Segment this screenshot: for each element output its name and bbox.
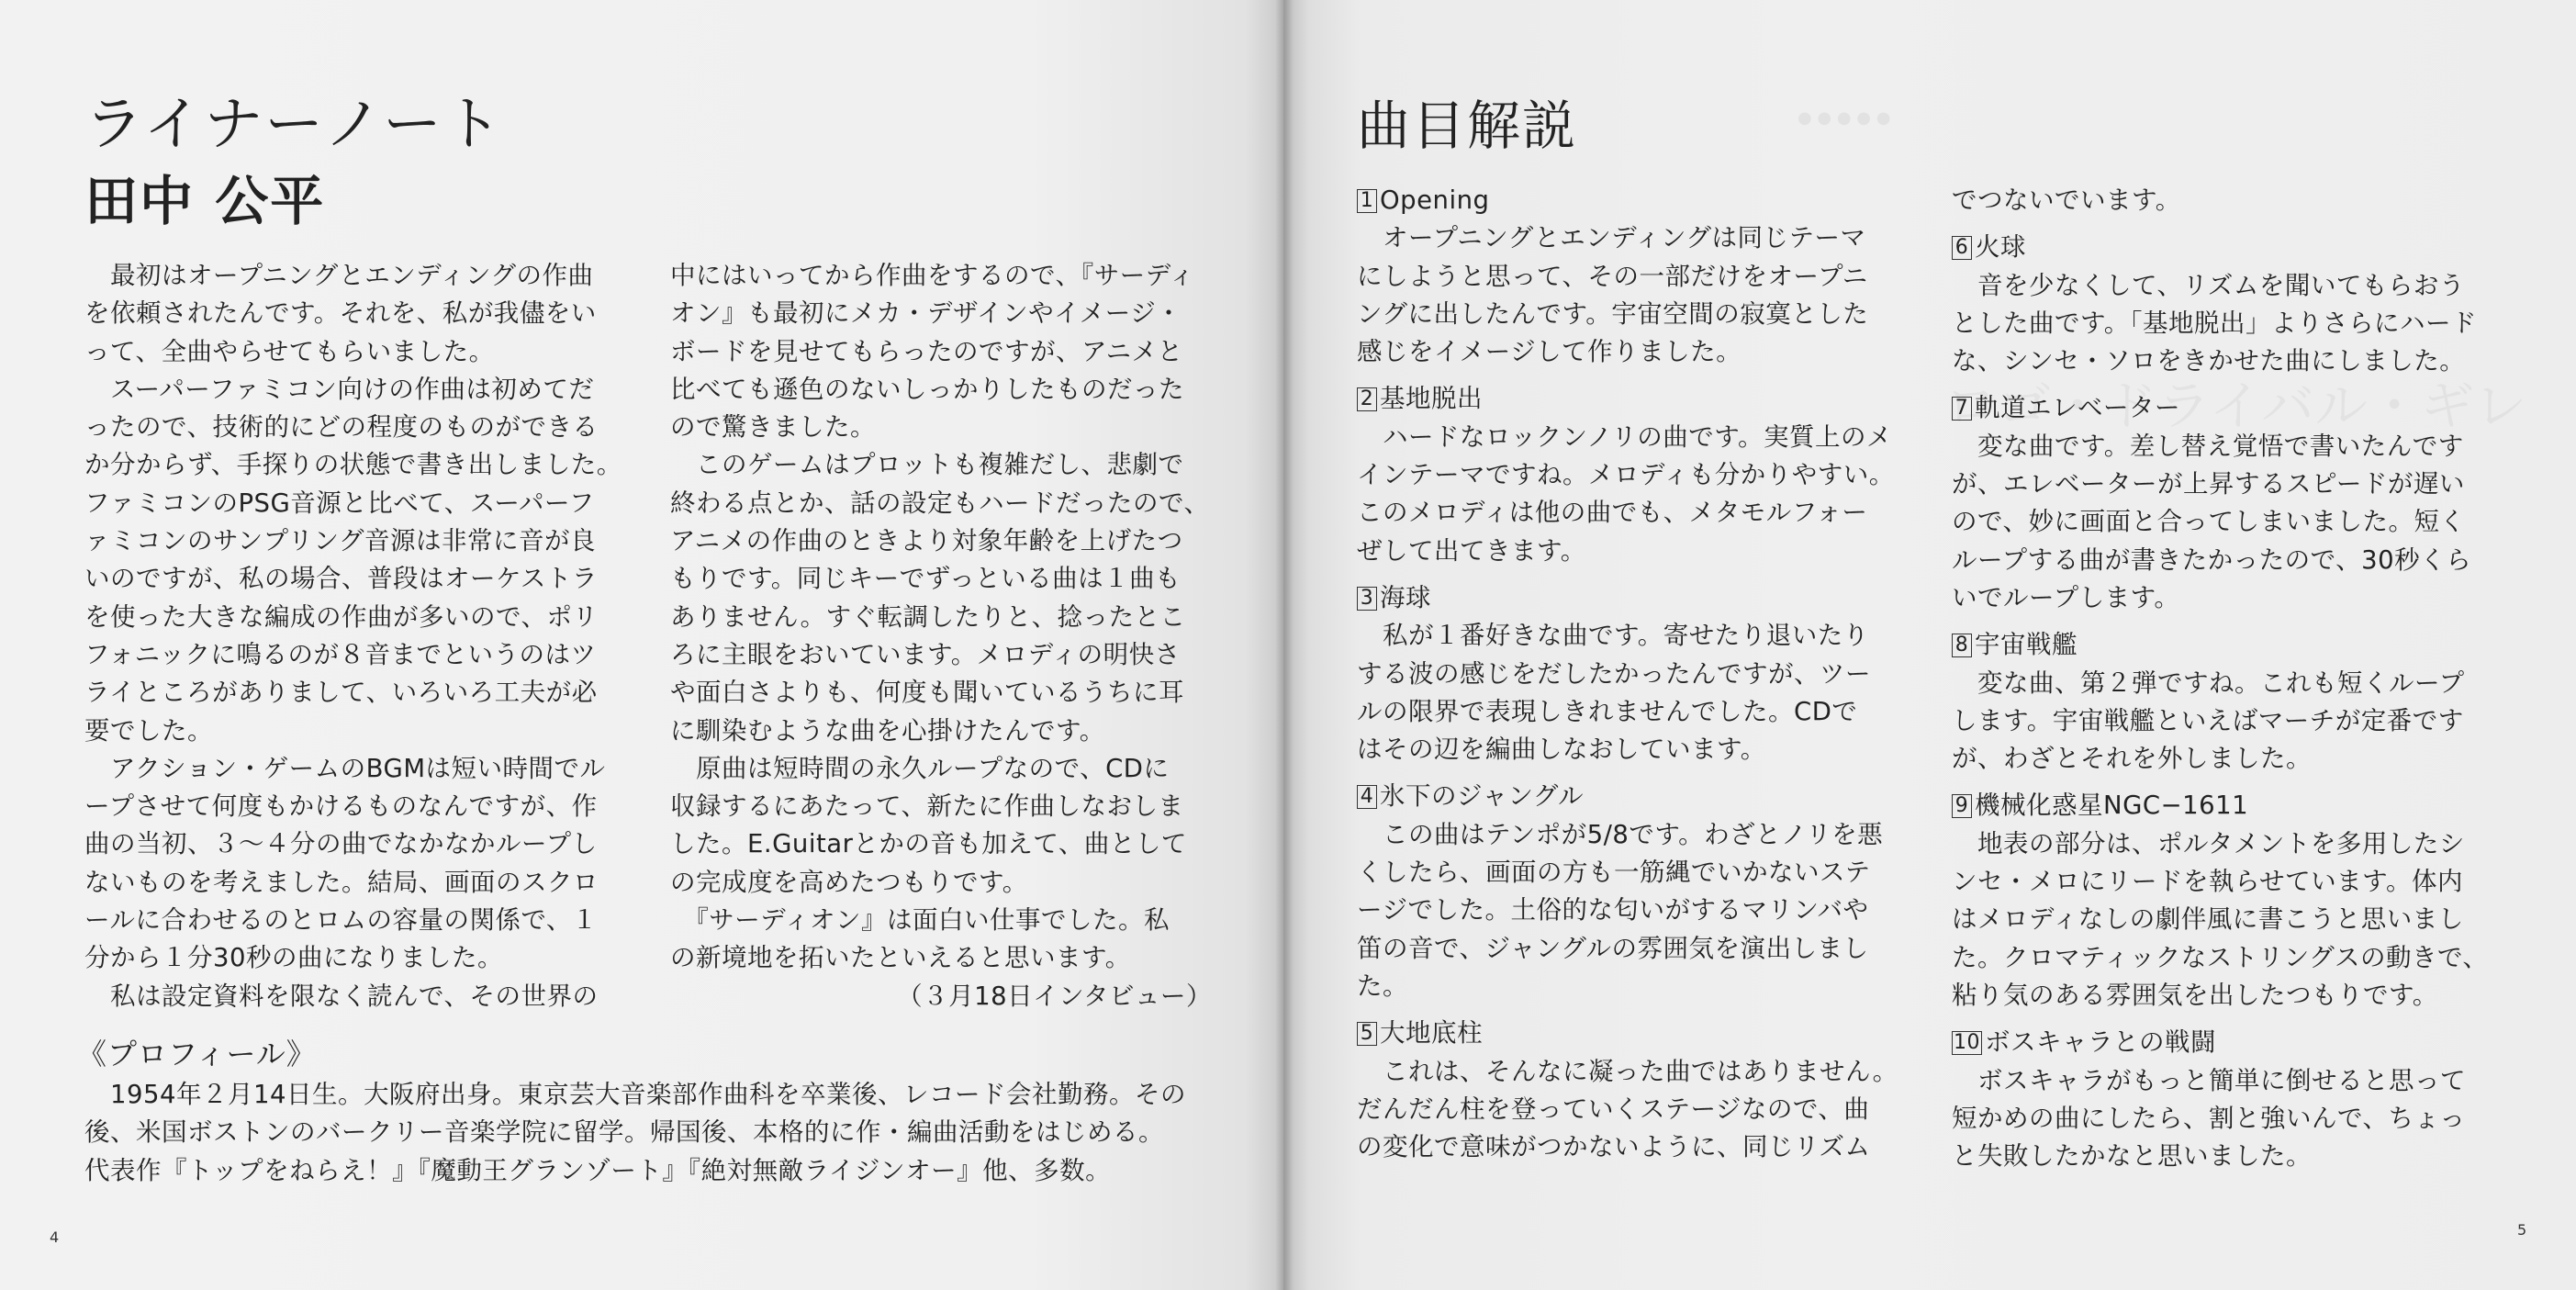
- track-description-line: と失敗したかなと思いました。: [1952, 1141, 2312, 1172]
- track-number: 1: [1357, 189, 1377, 213]
- text-line: ライところがありまして、いろいろ工夫が必: [84, 678, 598, 708]
- track-description-line: この曲はテンポが5/8です。わざとノリを悪: [1357, 819, 1884, 849]
- track-name: Opening: [1380, 185, 1490, 215]
- liner-notes-column-1: [84, 257, 635, 1015]
- track-entry: [1952, 1024, 2512, 1175]
- track-number: 4: [1357, 785, 1377, 809]
- track-number: 10: [1954, 1030, 1980, 1054]
- profile-text: [84, 1076, 1241, 1190]
- track-description-line: ングに出したんです。宇宙空間の寂寞とした: [1357, 298, 1869, 329]
- text-line: 私は設定資料を限なく読んで、その世界の: [84, 981, 599, 1011]
- track-title: [1952, 626, 2512, 664]
- text-line: ァミコンのサンプリング音源は非常に音が良: [84, 526, 596, 556]
- track-number: 9: [1952, 794, 1972, 818]
- track-description-line: の変化で意味がつかないように、同じリズム: [1357, 1132, 1871, 1162]
- text-line: アニメの作曲のときより対象年齢を上げたつ: [670, 526, 1183, 556]
- track-description-line: くしたら、画面の方も一筋縄でいかないステ: [1357, 858, 1871, 888]
- track-description-line: ージでした。土俗的な匂いがするマリンバや: [1357, 895, 1869, 925]
- track-entry: [1952, 389, 2512, 617]
- track-notes-column-2: [1952, 182, 2512, 1184]
- text-line: オン』も最初にメカ・デザインやイメージ・: [670, 298, 1182, 329]
- track-description-line: とした曲です。「基地脱出」よりさらにハード: [1952, 308, 2478, 338]
- track-number: 6: [1952, 236, 1972, 260]
- track-name: 火球: [1975, 232, 2026, 263]
- text-line: 『サーディオン』は面白い仕事でした。私: [670, 905, 1170, 936]
- track-description-line: 感じをイメージして作りました。: [1357, 337, 1742, 367]
- text-line: このゲームはプロットも複雑だし、悲劇で: [670, 450, 1184, 480]
- profile-line: 1954年２月14日生。大阪府出身。東京芸大音楽部作曲科を卒業後、レコード会社勤務。その: [84, 1080, 1186, 1109]
- track-title: [1357, 579, 1917, 617]
- track-name: 軌道エレベーター: [1975, 393, 2180, 423]
- track-name: 氷下のジャングル: [1380, 781, 1585, 812]
- text-line: の新境地を拓いたといえると思います。: [670, 943, 1131, 973]
- text-line: や面白さよりも、何度も聞いているうちに耳: [670, 678, 1184, 708]
- track-description-line: ハードなロックンノリの曲です。実質上のメ: [1357, 421, 1893, 452]
- track-entry: [1357, 1015, 1917, 1166]
- track-description-line: する波の感じをだしたかったんですが、ツー: [1357, 658, 1871, 689]
- track-description-line: はメロディなしの劇伴風に書こうと思いまし: [1952, 904, 2464, 935]
- track-description-line: 変な曲です。差し替え覚悟で書いたんです: [1952, 431, 2464, 461]
- track-entry: [1952, 626, 2512, 778]
- text-line: ろに主眼をおいています。メロディの明快さ: [670, 639, 1181, 669]
- track-number: 8: [1952, 634, 1972, 657]
- track-description-line: だんだん柱を登っていくステージなので、曲: [1357, 1094, 1870, 1124]
- profile-line: 代表作『トップをねらえ！』『魔動王グランゾート』『絶対無敵ライジンオー』他、多数。: [84, 1155, 1112, 1185]
- text-line: を依頼されたんです。それを、私が我儘をい: [84, 298, 597, 329]
- track-number: 5: [1357, 1022, 1377, 1046]
- track-description-line: が、エレベーターが上昇するスピードが遅い: [1952, 469, 2465, 499]
- text-line: か分からず、手探りの状態で書き出しました。: [84, 450, 622, 480]
- track-name: 宇宙戦艦: [1975, 630, 2078, 660]
- track-name: 海球: [1380, 582, 1431, 612]
- track-description-line: ンセ・メロにリードを執らせています。体内: [1952, 867, 2463, 897]
- track-name: ボスキャラとの戦闘: [1985, 1027, 2216, 1058]
- book-gutter: [1275, 0, 1294, 1290]
- text-line: の完成度を高めたつもりです。: [670, 867, 1028, 897]
- track-entry: [1357, 778, 1917, 1005]
- track-number: 2: [1357, 387, 1377, 411]
- text-line: 要でした。: [84, 715, 213, 746]
- text-line: って、全曲やらせてもらいました。: [84, 336, 495, 366]
- track-description-line: が、わざとそれを外しました。: [1952, 744, 2312, 774]
- track-description-line: ぜして出てきます。: [1357, 535, 1586, 566]
- track-description-line: ルの限界で表現しきれませんでした。CDで: [1357, 696, 1858, 726]
- track-description-line: 地表の部分は、ポルタメントを多用したシ: [1952, 828, 2465, 858]
- text-line: ープさせて何度もかけるものなんですが、作: [84, 791, 598, 822]
- track-title: [1952, 229, 2512, 266]
- left-page: [0, 0, 1283, 1290]
- track-description-line: 笛の音で、ジャングルの雰囲気を演出しまし: [1357, 933, 1869, 963]
- text-line: 中にはいってから作曲をするので、『サーディ: [670, 261, 1195, 290]
- text-line: 収録するにあたって、新たに作曲しなおしま: [670, 791, 1184, 822]
- continued-text-line: でつないでいます。: [1952, 185, 2181, 215]
- text-line: アクション・ゲームのBGMは短い時間でル: [84, 753, 606, 783]
- track-notes-column-1: [1357, 182, 1917, 1175]
- page-title: 曲目解説: [1357, 95, 1578, 157]
- text-line: もりです。同じキーでずっといる曲は１曲も: [670, 564, 1182, 594]
- text-line: 原曲は短時間の永久ループなので、CDに: [670, 753, 1170, 783]
- right-page: [1283, 0, 2576, 1290]
- track-description-line: はその辺を編曲しなおしています。: [1357, 735, 1766, 765]
- track-description-line: 私が１番好きな曲です。寄せたり退いたり: [1357, 621, 1869, 651]
- text-line: （３月18日インタビュー）: [897, 981, 1212, 1011]
- text-line: ので驚きました。: [670, 412, 876, 443]
- track-number: 3: [1357, 587, 1377, 611]
- track-description-line: インテーマですね。メロディも分かりやすい。: [1357, 460, 1895, 490]
- track-name: 機械化惑星NGC−1611: [1975, 791, 2249, 821]
- text-line: ないものを考えました。結局、画面のスクロ: [84, 867, 599, 897]
- track-description-line: 短かめの曲にしたら、割と強いんで、ちょっ: [1952, 1103, 2466, 1133]
- text-line: に馴染むような曲を心掛けたんです。: [670, 715, 1105, 746]
- show-through-text: ● ● ● ● ●: [1798, 108, 1891, 128]
- page-title: ライナーノート: [84, 91, 504, 159]
- track-title: [1357, 778, 1917, 815]
- track-description-line: た。クロマティックなストリングスの動きで、: [1952, 942, 2489, 972]
- track-description-line: ループする曲が書きたかったので、30秒くら: [1952, 544, 2472, 575]
- track-description-line: これは、そんなに凝った曲ではありません。: [1357, 1056, 1898, 1086]
- track-entry: [1357, 380, 1917, 569]
- track-description-line: にしようと思って、その一部だけをオープニ: [1357, 261, 1868, 291]
- track-title: [1357, 182, 1917, 219]
- author-name: 田中 公平: [84, 170, 326, 232]
- track-title: [1952, 787, 2512, 824]
- text-line: した。E.Guitarとかの音も加えて、曲として: [670, 829, 1187, 859]
- profile-line: 後、米国ボストンのバークリー音楽学院に留学。帰国後、本格的に作・編曲活動をはじめる。: [84, 1117, 1164, 1148]
- text-line: 終わる点とか、話の設定もハードだったので、: [670, 488, 1210, 518]
- track-number: 7: [1952, 397, 1972, 421]
- text-line: ボードを見せてもらったのですが、アニメと: [670, 336, 1183, 366]
- track-description-line: な、シンセ・ソロをきかせた曲にしました。: [1952, 346, 2466, 376]
- text-line: を使った大きな編成の作曲が多いので、ポリ: [84, 601, 599, 632]
- track-title: [1357, 380, 1917, 418]
- track-description-line: 粘り気のある雰囲気を出したつもりです。: [1952, 980, 2438, 1010]
- liner-notes-column-2: [670, 257, 1221, 1015]
- track-description-line: いでループします。: [1952, 582, 2180, 612]
- track-description-line: た。: [1357, 970, 1408, 1001]
- text-line: ったので、技術的にどの程度のものができる: [84, 412, 599, 443]
- track-title: [1952, 1024, 2512, 1061]
- text-line: ファミコンのPSG音源と比べて、スーパーフ: [84, 488, 595, 518]
- profile-heading: 《プロフィール》: [77, 1037, 317, 1071]
- track-entry: [1952, 787, 2512, 1015]
- text-line: 最初はオープニングとエンディングの作曲: [84, 261, 594, 290]
- text-line: フォニックに鳴るのが８音までというのはツ: [84, 639, 597, 669]
- track-description-line: 変な曲、第２弾ですね。これも短くループ: [1952, 667, 2465, 698]
- track-description-line: 音を少なくして、リズムを聞いてもらおう: [1952, 270, 2465, 300]
- text-line: 曲の当初、３〜４分の曲でなかなかループし: [84, 829, 598, 859]
- track-name: 基地脱出: [1380, 384, 1483, 414]
- text-line: いのですが、私の場合、普段はオーケストラ: [84, 564, 598, 594]
- track-title: [1952, 389, 2512, 427]
- track-description-line: ので、妙に画面と合ってしまいました。短く: [1952, 507, 2466, 537]
- text-line: スーパーファミコン向けの作曲は初めてだ: [84, 374, 595, 404]
- track-description-line: ボスキャラがもっと簡単に倒せると思って: [1952, 1065, 2466, 1095]
- track-entry: [1357, 182, 1917, 371]
- page-number: 5: [2517, 1221, 2527, 1239]
- text-line: 分から１分30秒の曲になりました。: [84, 943, 503, 973]
- track-description-line: オープニングとエンディングは同じテーマ: [1357, 223, 1866, 253]
- text-line: 比べても遜色のないしっかりしたものだった: [670, 374, 1184, 404]
- track-name: 大地底柱: [1380, 1018, 1483, 1049]
- track-entry: [1357, 579, 1917, 768]
- text-line: ありません。すぐ転調したりと、捻ったとこ: [670, 601, 1186, 632]
- track-description-line: します。宇宙戦艦といえばマーチが定番です: [1952, 705, 2464, 735]
- track-title: [1357, 1015, 1917, 1052]
- track-entry: [1952, 229, 2512, 380]
- track-description-line: このメロディは他の曲でも、メタモルフォー: [1357, 498, 1868, 528]
- text-line: ールに合わせるのとロムの容量の関係で、１: [84, 905, 598, 936]
- page-number: 4: [50, 1228, 60, 1246]
